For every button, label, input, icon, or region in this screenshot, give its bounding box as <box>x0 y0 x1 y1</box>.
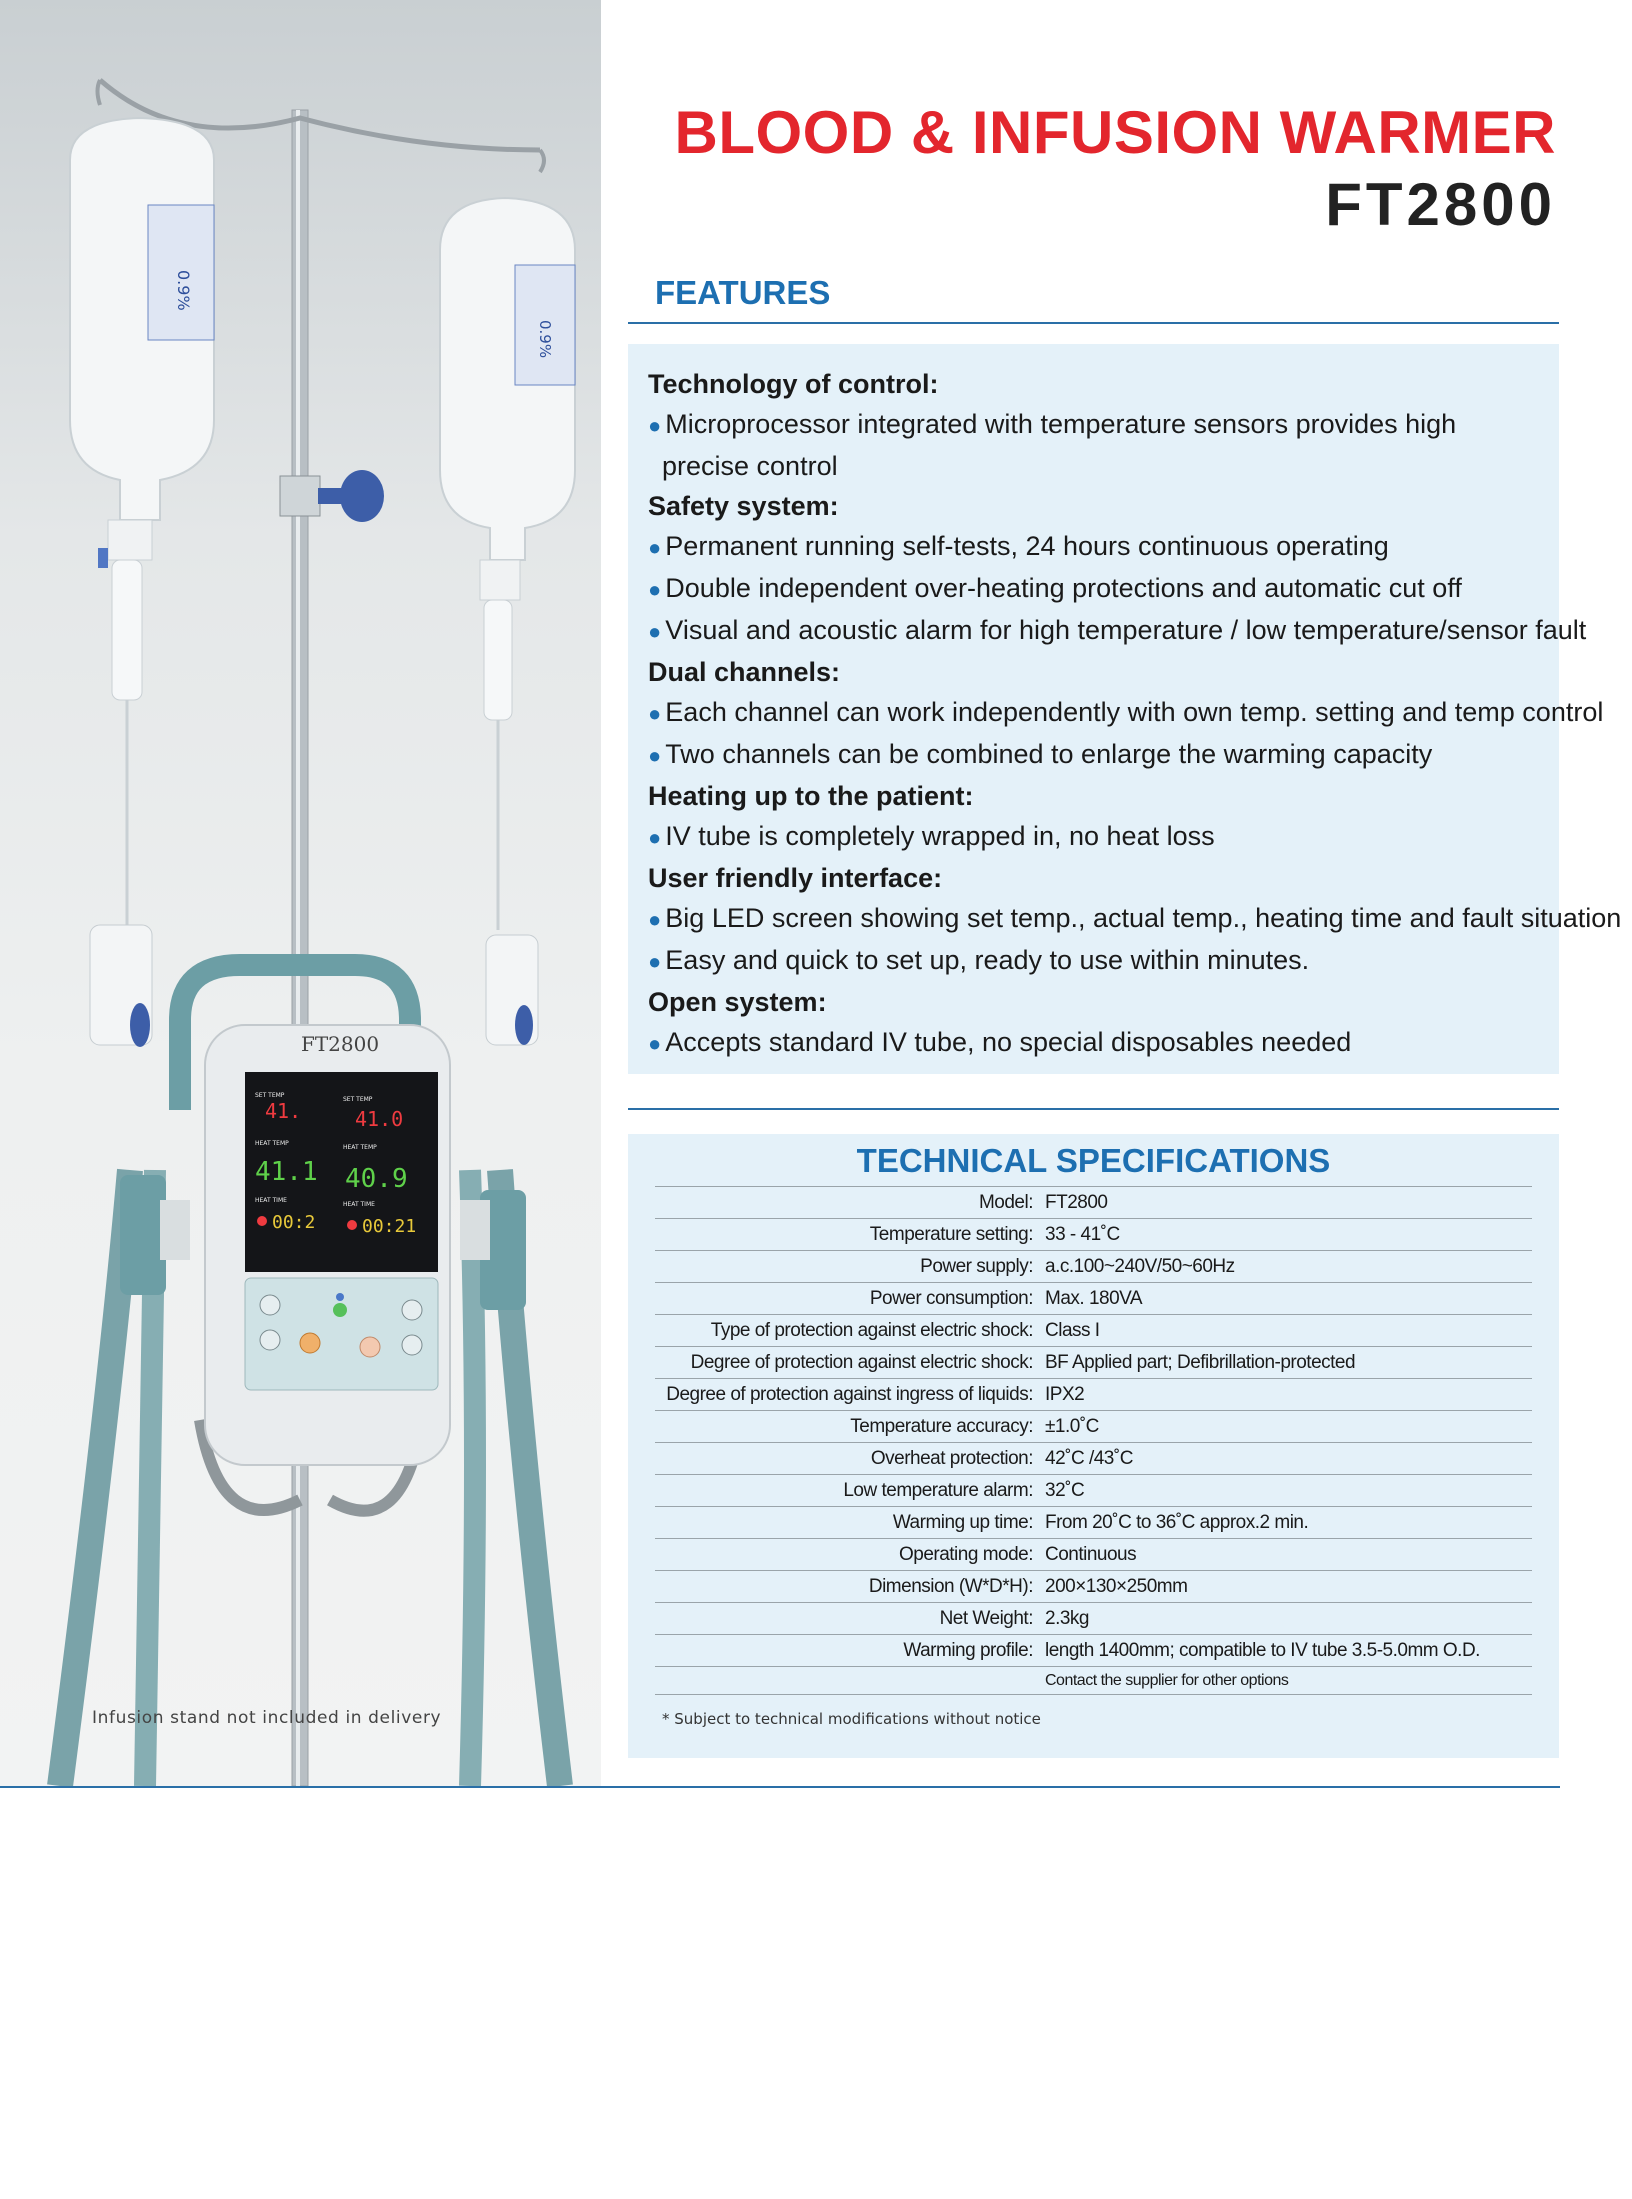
spec-label: Model: <box>978 1191 1033 1213</box>
feature-text: Two channels can be combined to enlarge the warming capacity <box>665 739 1433 769</box>
feature-heading <box>648 858 1548 898</box>
bullet-icon: ● <box>648 825 662 850</box>
svg-text:HEAT TIME: HEAT TIME <box>343 1201 375 1208</box>
feature-text: Safety system: <box>648 491 839 521</box>
feature-heading <box>648 652 1548 692</box>
spec-row <box>655 1378 1532 1410</box>
product-model: FT2800 <box>1325 171 1556 238</box>
feature-item <box>648 610 1587 652</box>
bullet-icon: ● <box>648 535 662 560</box>
spec-row <box>655 1218 1532 1250</box>
spec-label: Temperature setting: <box>869 1223 1033 1245</box>
spec-value: 33 - 41˚C <box>1045 1223 1120 1245</box>
spec-value: Contact the supplier for other options <box>1045 1671 1289 1689</box>
left-bottle-label: 0.9% <box>174 270 193 311</box>
feature-text: Microprocessor integrated with temperature sensors provides high <box>665 409 1457 439</box>
spec-row <box>655 1250 1532 1282</box>
spec-label: Temperature accuracy: <box>850 1415 1033 1437</box>
spec-label: Low temperature alarm: <box>843 1479 1033 1501</box>
bullet-icon: ● <box>648 949 662 974</box>
spec-value: ±1.0˚C <box>1045 1415 1099 1437</box>
feature-heading <box>648 982 1548 1022</box>
spec-row <box>655 1346 1532 1378</box>
features-heading: FEATURES <box>655 274 831 311</box>
features-rule <box>628 322 1559 324</box>
spec-row <box>655 1314 1532 1346</box>
bullet-icon: ● <box>648 1031 662 1056</box>
feature-item <box>648 816 1548 858</box>
feature-text: Each channel can work independently with own temp. setting and temp control <box>665 697 1604 727</box>
spec-value: 42˚C /43˚C <box>1045 1447 1133 1469</box>
feature-text: Visual and acoustic alarm for high temperature / low temperature/sensor fault <box>665 615 1587 645</box>
feature-item <box>648 526 1548 568</box>
bullet-icon: ● <box>648 577 662 602</box>
svg-text:HEAT TEMP: HEAT TEMP <box>255 1140 289 1147</box>
spec-value: From 20˚C to 36˚C approx.2 min. <box>1045 1511 1309 1533</box>
bullet-icon: ● <box>648 701 662 726</box>
photo-caption: Infusion stand not included in delivery <box>92 1708 442 1728</box>
feature-item <box>648 1022 1548 1064</box>
spec-label: Net Weight: <box>939 1607 1033 1629</box>
spec-row <box>655 1442 1532 1474</box>
spec-label: Warming profile: <box>903 1639 1033 1661</box>
spec-value: 2.3kg <box>1045 1607 1089 1629</box>
device-model-label: FT2800 <box>300 1032 380 1056</box>
spec-label: Power supply: <box>920 1255 1033 1277</box>
spec-row <box>655 1666 1532 1695</box>
spec-label: Warming up time: <box>892 1511 1033 1533</box>
svg-text:SET TEMP: SET TEMP <box>343 1096 373 1103</box>
spec-value: a.c.100~240V/50~60Hz <box>1045 1255 1235 1277</box>
feature-text: Technology of control: <box>648 369 939 399</box>
spec-value: 200×130×250mm <box>1045 1575 1188 1597</box>
feature-text: Accepts standard IV tube, no special disposables needed <box>665 1027 1352 1057</box>
feature-item <box>648 734 1548 776</box>
spec-label: Degree of protection against electric shock: <box>690 1351 1033 1373</box>
feature-item <box>648 446 1548 486</box>
svg-text:41.0: 41.0 <box>355 1107 404 1131</box>
spec-label: Operating mode: <box>898 1543 1033 1565</box>
specs-rule <box>628 1108 1559 1110</box>
specs-box <box>628 1134 1559 1758</box>
product-photo <box>0 0 601 1786</box>
svg-text:00:21: 00:21 <box>362 1216 417 1237</box>
spec-label: Power consumption: <box>869 1287 1033 1309</box>
spec-row <box>655 1602 1532 1634</box>
svg-text:41.1: 41.1 <box>255 1157 318 1187</box>
spec-row <box>655 1634 1532 1666</box>
bullet-icon: ● <box>648 619 662 644</box>
svg-text:00:2: 00:2 <box>272 1212 316 1233</box>
feature-text: Big LED screen showing set temp., actual temp., heating time and fault situation <box>665 903 1622 933</box>
spec-value: IPX2 <box>1045 1383 1085 1405</box>
feature-item <box>648 404 1548 446</box>
svg-text:41.: 41. <box>265 1099 302 1123</box>
bullet-icon: ● <box>648 413 662 438</box>
spec-row <box>655 1506 1532 1538</box>
feature-text: IV tube is completely wrapped in, no heat loss <box>665 821 1215 851</box>
spec-value: Continuous <box>1045 1543 1137 1565</box>
feature-item <box>648 940 1548 982</box>
feature-text: Permanent running self-tests, 24 hours continuous operating <box>665 531 1389 561</box>
spec-row <box>655 1570 1532 1602</box>
spec-value: Class I <box>1045 1319 1100 1341</box>
spec-value: Max. 180VA <box>1045 1287 1143 1309</box>
feature-heading <box>648 364 1548 404</box>
spec-row <box>655 1474 1532 1506</box>
feature-item <box>648 898 1622 940</box>
spec-row <box>655 1186 1532 1218</box>
spec-value: length 1400mm; compatible to IV tube 3.5-5.0mm O.D. <box>1045 1639 1480 1661</box>
feature-text: Easy and quick to set up, ready to use within minutes. <box>665 945 1310 975</box>
feature-heading <box>648 776 1548 816</box>
feature-text: Open system: <box>648 987 827 1017</box>
specs-heading: TECHNICAL SPECIFICATIONS <box>856 1142 1331 1179</box>
bullet-icon: ● <box>648 743 662 768</box>
spec-label: Degree of protection against ingress of liquids: <box>666 1383 1033 1405</box>
spec-value: BF Applied part; Defibrillation-protected <box>1045 1351 1356 1373</box>
feature-text: precise control <box>662 451 838 481</box>
specs-footnote: * Subject to technical modifications without notice <box>662 1710 1041 1728</box>
svg-text:HEAT TEMP: HEAT TEMP <box>343 1144 377 1151</box>
spec-value: 32˚C <box>1045 1479 1085 1501</box>
feature-text: Dual channels: <box>648 657 841 687</box>
svg-text:HEAT TIME: HEAT TIME <box>255 1197 287 1204</box>
spec-row <box>655 1410 1532 1442</box>
svg-text:SET TEMP: SET TEMP <box>255 1092 285 1099</box>
spec-row <box>655 1538 1532 1570</box>
warmer-illustration <box>0 0 601 1786</box>
bullet-icon: ● <box>648 907 662 932</box>
svg-text:40.9: 40.9 <box>345 1164 408 1194</box>
features-list <box>648 364 1622 1064</box>
feature-text: Double independent over-heating protections and automatic cut off <box>665 573 1462 603</box>
features-box <box>628 344 1622 1074</box>
feature-item <box>648 692 1604 734</box>
page-divider <box>0 1786 1560 1788</box>
spec-label: Type of protection against electric shock: <box>710 1319 1033 1341</box>
spec-table <box>655 1186 1532 1695</box>
spec-label: Overheat protection: <box>870 1447 1033 1469</box>
feature-text: User friendly interface: <box>648 863 943 893</box>
feature-text: Heating up to the patient: <box>648 781 974 811</box>
right-bottle-label: 0.9% <box>536 320 554 359</box>
feature-item <box>648 568 1548 610</box>
feature-heading <box>648 486 1548 526</box>
spec-row <box>655 1282 1532 1314</box>
spec-value: FT2800 <box>1045 1191 1108 1213</box>
spec-label: Dimension (W*D*H): <box>868 1575 1033 1597</box>
product-title: BLOOD & INFUSION WARMER <box>674 99 1556 166</box>
